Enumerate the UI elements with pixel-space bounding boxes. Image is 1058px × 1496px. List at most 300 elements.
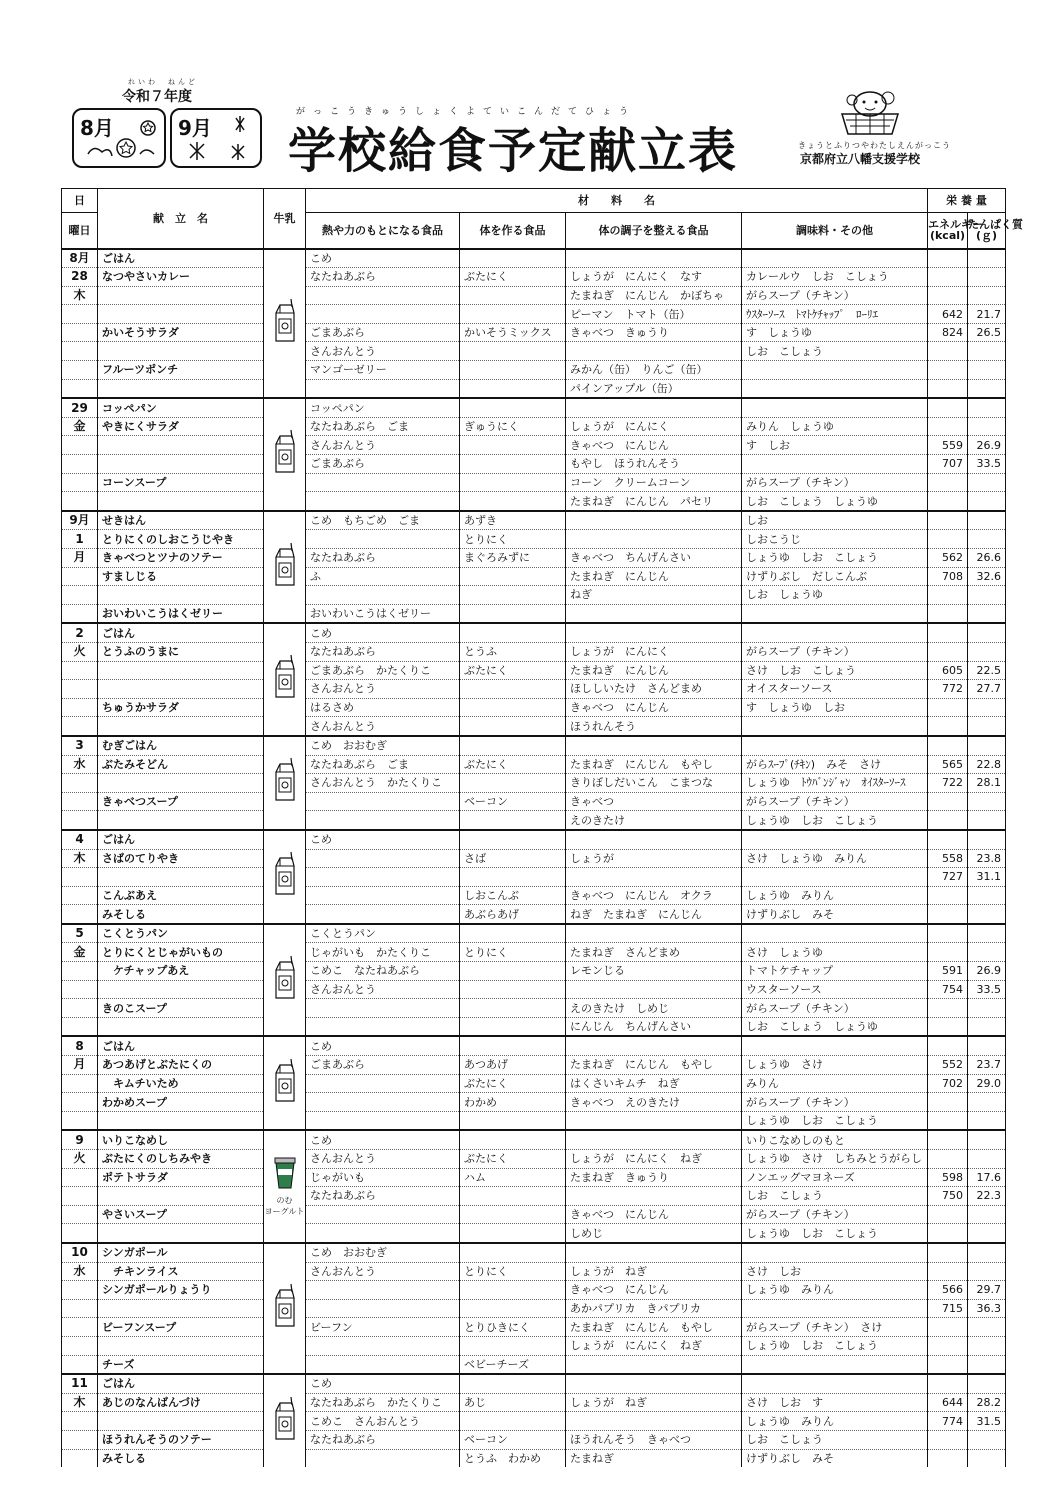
energy-value	[928, 361, 968, 380]
date-cell: 10	[62, 1243, 98, 1262]
seasoning-cell	[742, 830, 928, 849]
body-foods-cell	[460, 868, 566, 887]
dish-name: チキンライス	[98, 1262, 264, 1281]
protein-value	[968, 361, 1006, 380]
table-row	[62, 980, 1006, 999]
seasoning-cell	[742, 736, 928, 755]
date-cell: 8月	[62, 249, 98, 268]
menu-body	[62, 249, 1006, 1468]
dish-name: あつあげとぶたにくの	[98, 1056, 264, 1075]
protein-value: 32.6	[968, 567, 1006, 586]
seasoning-cell: がらスープ（チキン）	[742, 792, 928, 811]
protein-value	[968, 999, 1006, 1018]
regulate-foods-cell	[566, 924, 742, 943]
energy-value: 644	[928, 1393, 968, 1412]
energy-foods-cell: ビーフン	[306, 1318, 460, 1337]
energy-foods-cell: さんおんとう	[306, 1262, 460, 1281]
date-cell	[62, 717, 98, 736]
dish-name	[98, 286, 264, 305]
date-cell	[62, 680, 98, 699]
seasoning-cell: がらｽｰﾌﾟ(ﾁｷﾝ) みそ さけ	[742, 755, 928, 774]
date-cell	[62, 1168, 98, 1187]
protein-value	[968, 1111, 1006, 1130]
regulate-foods-cell: あかパプリカ きパプリカ	[566, 1299, 742, 1318]
date-cell	[62, 1449, 98, 1467]
protein-value	[968, 943, 1006, 962]
body-foods-cell: ぶたにく	[460, 755, 566, 774]
protein-value: 36.3	[968, 1299, 1006, 1318]
energy-foods-cell: コッペパン	[306, 398, 460, 417]
dish-name: みそしる	[98, 1449, 264, 1467]
seasoning-cell: しおこうじ	[742, 530, 928, 549]
protein-value: 22.5	[968, 661, 1006, 680]
energy-foods-cell: さんおんとう	[306, 980, 460, 999]
table-row	[62, 774, 1006, 793]
dish-name: きゃべつとツナのソテー	[98, 549, 264, 568]
table-row	[62, 604, 1006, 623]
table-row	[62, 1205, 1006, 1224]
energy-foods-cell: さんおんとう	[306, 342, 460, 361]
seasoning-cell	[742, 604, 928, 623]
energy-value	[928, 1130, 968, 1149]
seasoning-cell: しお こしょう	[742, 342, 928, 361]
energy-foods-cell: こめ	[306, 1036, 460, 1055]
energy-value	[928, 249, 968, 268]
milk-carton-icon	[271, 956, 299, 1000]
table-row	[62, 905, 1006, 924]
table-row	[62, 642, 1006, 661]
energy-foods-cell: なたねあぶら ごま	[306, 755, 460, 774]
regulate-foods-cell: パインアップル（缶）	[566, 379, 742, 398]
milk-carton-icon	[271, 1059, 299, 1103]
dish-name: あじのなんばんづけ	[98, 1393, 264, 1412]
table-row	[62, 549, 1006, 568]
energy-value	[928, 1449, 968, 1467]
table-row	[62, 623, 1006, 642]
dish-name	[98, 680, 264, 699]
dish-name: ちゅうかサラダ	[98, 698, 264, 717]
table-row	[62, 249, 1006, 268]
seasoning-cell: みりん	[742, 1074, 928, 1093]
energy-value: 566	[928, 1281, 968, 1300]
body-foods-cell	[460, 1017, 566, 1036]
dish-name	[98, 1412, 264, 1431]
protein-value	[968, 586, 1006, 605]
body-foods-cell: ベビーチーズ	[460, 1355, 566, 1374]
table-row	[62, 792, 1006, 811]
energy-foods-cell: なたねあぶら	[306, 642, 460, 661]
date-cell: 木	[62, 1393, 98, 1412]
seasoning-cell	[742, 1374, 928, 1393]
seasoning-cell: がらスープ（チキン） さけ	[742, 1318, 928, 1337]
table-row	[62, 717, 1006, 736]
date-cell	[62, 1093, 98, 1112]
date-cell	[62, 774, 98, 793]
table-row	[62, 886, 1006, 905]
regulate-foods-cell	[566, 249, 742, 268]
protein-value: 29.0	[968, 1074, 1006, 1093]
regulate-foods-cell	[566, 1412, 742, 1431]
body-foods-cell	[460, 1281, 566, 1300]
seasoning-cell: がらスープ（チキン）	[742, 1205, 928, 1224]
protein-value	[968, 417, 1006, 436]
regulate-foods-cell: ねぎ たまねぎ にんじん	[566, 905, 742, 924]
regulate-foods-cell: しょうが ねぎ	[566, 1393, 742, 1412]
regulate-foods-cell: はくさいキムチ ねぎ	[566, 1074, 742, 1093]
body-foods-cell	[460, 698, 566, 717]
table-row	[62, 398, 1006, 417]
body-foods-cell	[460, 249, 566, 268]
header-nutrition: 栄 養 量	[928, 189, 1006, 213]
seasoning-cell	[742, 1299, 928, 1318]
dish-name: フルーツポンチ	[98, 361, 264, 380]
energy-value: 565	[928, 755, 968, 774]
energy-value: 824	[928, 323, 968, 342]
date-cell	[62, 379, 98, 398]
dish-name	[98, 455, 264, 474]
energy-foods-cell	[306, 1281, 460, 1300]
header-regulate-foods: 体の調子を整える食品	[566, 213, 742, 249]
protein-value	[968, 492, 1006, 511]
seasoning-cell: さけ しょうゆ みりん	[742, 849, 928, 868]
regulate-foods-cell	[566, 623, 742, 642]
milk-carton-icon	[271, 1397, 299, 1441]
energy-foods-cell: ごまあぶら	[306, 323, 460, 342]
energy-value	[928, 736, 968, 755]
body-foods-cell	[460, 736, 566, 755]
seasoning-cell: さけ しょうゆ	[742, 943, 928, 962]
energy-value: 562	[928, 549, 968, 568]
date-cell: 8	[62, 1036, 98, 1055]
body-foods-cell	[460, 305, 566, 324]
body-foods-cell	[460, 1205, 566, 1224]
seasoning-cell: しょうゆ しお こしょう	[742, 1336, 928, 1355]
table-row	[62, 1168, 1006, 1187]
date-cell: 水	[62, 1262, 98, 1281]
regulate-foods-cell: しめじ	[566, 1224, 742, 1243]
dish-name: ほうれんそうのソテー	[98, 1430, 264, 1449]
school-name: 京都府立八幡支援学校	[800, 152, 921, 166]
energy-foods-cell: こめ おおむぎ	[306, 1243, 460, 1262]
basket-mascot-icon	[828, 82, 912, 140]
regulate-foods-cell: もやし ほうれんそう	[566, 455, 742, 474]
regulate-foods-cell: ほししいたけ さんどまめ	[566, 680, 742, 699]
energy-value	[928, 1430, 968, 1449]
protein-value: 31.1	[968, 868, 1006, 887]
seasoning-cell	[742, 1355, 928, 1374]
protein-value: 26.9	[968, 436, 1006, 455]
energy-value	[928, 530, 968, 549]
seasoning-cell	[742, 1243, 928, 1262]
energy-value	[928, 924, 968, 943]
seasoning-cell: ノンエッグマヨネーズ	[742, 1168, 928, 1187]
seasoning-cell: がらスープ（チキン）	[742, 642, 928, 661]
energy-value	[928, 1093, 968, 1112]
regulate-foods-cell: きゃべつ にんじん	[566, 1281, 742, 1300]
protein-value	[968, 1205, 1006, 1224]
regulate-foods-cell: たまねぎ にんじん パセリ	[566, 492, 742, 511]
body-foods-cell	[460, 361, 566, 380]
firework-icon	[178, 114, 258, 164]
body-foods-cell	[460, 379, 566, 398]
milk-carton-icon	[271, 1284, 299, 1328]
seasoning-cell: しょうゆ みりん	[742, 886, 928, 905]
dish-name	[98, 492, 264, 511]
protein-value	[968, 511, 1006, 530]
energy-value: 591	[928, 962, 968, 981]
body-foods-cell: とりひきにく	[460, 1318, 566, 1337]
dish-name: ごはん	[98, 1036, 264, 1055]
date-cell: 火	[62, 1150, 98, 1169]
regulate-foods-cell: にんじん ちんげんさい	[566, 1017, 742, 1036]
regulate-foods-cell: ほうれんそう	[566, 717, 742, 736]
date-cell	[62, 567, 98, 586]
energy-foods-cell	[306, 1299, 460, 1318]
protein-value: 26.6	[968, 549, 1006, 568]
header-day: 日	[62, 189, 98, 213]
energy-foods-cell: ごまあぶら	[306, 455, 460, 474]
table-row	[62, 1243, 1006, 1262]
body-foods-cell	[460, 492, 566, 511]
dish-name	[98, 980, 264, 999]
table-row	[62, 1318, 1006, 1337]
protein-value	[968, 1243, 1006, 1262]
regulate-foods-cell: ねぎ	[566, 586, 742, 605]
protein-value: 27.7	[968, 680, 1006, 699]
seasoning-cell: す しょうゆ	[742, 323, 928, 342]
regulate-foods-cell	[566, 980, 742, 999]
energy-foods-cell	[306, 792, 460, 811]
energy-foods-cell	[306, 586, 460, 605]
energy-value	[928, 905, 968, 924]
energy-value	[928, 1150, 968, 1169]
date-cell	[62, 811, 98, 830]
protein-value: 28.1	[968, 774, 1006, 793]
regulate-foods-cell: たまねぎ	[566, 1449, 742, 1467]
protein-value	[968, 1036, 1006, 1055]
date-cell	[62, 1318, 98, 1337]
milk-cell	[264, 623, 306, 736]
seasoning-cell	[742, 924, 928, 943]
energy-value	[928, 268, 968, 287]
energy-foods-cell: なたねあぶら	[306, 268, 460, 287]
seasoning-cell: がらスープ（チキン）	[742, 999, 928, 1018]
energy-value	[928, 811, 968, 830]
body-foods-cell: かいそうミックス	[460, 323, 566, 342]
header-protein-unit: たんぱく質 (ｇ)	[968, 213, 1006, 249]
dish-name: とうふのうまに	[98, 642, 264, 661]
milk-cell	[264, 511, 306, 624]
regulate-foods-cell	[566, 604, 742, 623]
table-row	[62, 473, 1006, 492]
table-row	[62, 661, 1006, 680]
date-cell	[62, 886, 98, 905]
energy-value	[928, 886, 968, 905]
body-foods-cell: とうふ	[460, 642, 566, 661]
seasoning-cell	[742, 868, 928, 887]
dish-name: コッペパン	[98, 398, 264, 417]
table-row	[62, 755, 1006, 774]
seasoning-cell: しょうゆ しお こしょう	[742, 1224, 928, 1243]
regulate-foods-cell	[566, 398, 742, 417]
table-row	[62, 1281, 1006, 1300]
body-foods-cell	[460, 586, 566, 605]
dish-name: こくとうパン	[98, 924, 264, 943]
seasoning-cell: ｳｽﾀｰｿｰｽ ﾄﾏﾄｹﾁｬｯﾌﾟ ﾛｰﾘｴ	[742, 305, 928, 324]
date-cell: 月	[62, 549, 98, 568]
dish-name: いりこなめし	[98, 1130, 264, 1149]
seasoning-cell: カレールウ しお こしょう	[742, 268, 928, 287]
date-cell	[62, 1111, 98, 1130]
protein-value: 33.5	[968, 455, 1006, 474]
energy-foods-cell	[306, 1336, 460, 1355]
energy-value	[928, 286, 968, 305]
body-foods-cell	[460, 436, 566, 455]
regulate-foods-cell	[566, 1111, 742, 1130]
table-row	[62, 811, 1006, 830]
dish-name: ごはん	[98, 1374, 264, 1393]
date-cell	[62, 1412, 98, 1431]
dish-name: ごはん	[98, 249, 264, 268]
date-cell: 4	[62, 830, 98, 849]
energy-value: 708	[928, 567, 968, 586]
body-foods-cell: とりにく	[460, 943, 566, 962]
seasoning-cell: しお	[742, 511, 928, 530]
regulate-foods-cell: きゃべつ にんじん オクラ	[566, 886, 742, 905]
body-foods-cell	[460, 342, 566, 361]
dish-name: やさいスープ	[98, 1205, 264, 1224]
energy-value	[928, 379, 968, 398]
date-cell: 28	[62, 268, 98, 287]
body-foods-cell	[460, 1336, 566, 1355]
energy-value	[928, 1036, 968, 1055]
energy-foods-cell: こめこ なたねあぶら	[306, 962, 460, 981]
date-cell	[62, 305, 98, 324]
energy-foods-cell: こめ	[306, 623, 460, 642]
flower-icon	[82, 114, 162, 164]
body-foods-cell	[460, 455, 566, 474]
header-weekday: 曜日	[62, 213, 98, 249]
milk-cell	[264, 830, 306, 924]
dish-name: チーズ	[98, 1355, 264, 1374]
seasoning-cell: みりん しょうゆ	[742, 417, 928, 436]
regulate-foods-cell: しょうが ねぎ	[566, 1262, 742, 1281]
energy-value: 559	[928, 436, 968, 455]
energy-value	[928, 717, 968, 736]
body-foods-cell	[460, 717, 566, 736]
dish-name: きのこスープ	[98, 999, 264, 1018]
body-foods-cell: わかめ	[460, 1093, 566, 1112]
protein-value	[968, 1374, 1006, 1393]
energy-value	[928, 1355, 968, 1374]
date-cell	[62, 323, 98, 342]
regulate-foods-cell: たまねぎ にんじん かぼちゃ	[566, 286, 742, 305]
regulate-foods-cell: しょうが	[566, 849, 742, 868]
seasoning-cell: しょうゆ しお こしょう	[742, 811, 928, 830]
protein-value	[968, 1430, 1006, 1449]
energy-foods-cell	[306, 868, 460, 887]
protein-value	[968, 924, 1006, 943]
milk-cell	[264, 398, 306, 511]
table-row	[62, 1074, 1006, 1093]
protein-value	[968, 736, 1006, 755]
protein-value	[968, 1150, 1006, 1169]
dish-name	[98, 1187, 264, 1206]
table-row	[62, 379, 1006, 398]
dish-name	[98, 1224, 264, 1243]
date-cell	[62, 698, 98, 717]
regulate-foods-cell: コーン クリームコーン	[566, 473, 742, 492]
table-row	[62, 1449, 1006, 1467]
date-cell	[62, 1355, 98, 1374]
protein-value	[968, 1449, 1006, 1467]
protein-value	[968, 342, 1006, 361]
body-foods-cell: しおこんぶ	[460, 886, 566, 905]
body-foods-cell: まぐろみずに	[460, 549, 566, 568]
date-cell: 木	[62, 286, 98, 305]
seasoning-cell: しょうゆ さけ しちみとうがらし	[742, 1150, 928, 1169]
energy-foods-cell	[306, 305, 460, 324]
table-row	[62, 1355, 1006, 1374]
dish-name	[98, 1299, 264, 1318]
protein-value	[968, 623, 1006, 642]
body-foods-cell	[460, 1130, 566, 1149]
date-cell	[62, 962, 98, 981]
protein-value: 33.5	[968, 980, 1006, 999]
energy-foods-cell: ふ	[306, 567, 460, 586]
regulate-foods-cell	[566, 830, 742, 849]
body-foods-cell: ぶたにく	[460, 1150, 566, 1169]
energy-value: 605	[928, 661, 968, 680]
energy-value: 722	[928, 774, 968, 793]
energy-foods-cell: こめ おおむぎ	[306, 736, 460, 755]
protein-value	[968, 1355, 1006, 1374]
energy-value	[928, 1243, 968, 1262]
table-row	[62, 1093, 1006, 1112]
seasoning-cell: さけ しお	[742, 1262, 928, 1281]
body-foods-cell	[460, 604, 566, 623]
dish-name: キムチいため	[98, 1074, 264, 1093]
body-foods-cell	[460, 1243, 566, 1262]
milk-carton-icon	[271, 852, 299, 896]
body-foods-cell: とうふ わかめ	[460, 1449, 566, 1467]
page-title: 学校給食予定献立表	[288, 123, 739, 179]
date-cell: 3	[62, 736, 98, 755]
table-row	[62, 305, 1006, 324]
protein-value: 26.9	[968, 962, 1006, 981]
date-cell	[62, 1299, 98, 1318]
energy-value	[928, 1262, 968, 1281]
dish-name	[98, 1017, 264, 1036]
energy-foods-cell	[306, 530, 460, 549]
dish-name	[98, 717, 264, 736]
regulate-foods-cell: しょうが にんにく なす	[566, 268, 742, 287]
dish-name: なつやさいカレー	[98, 268, 264, 287]
body-foods-cell: ぶたにく	[460, 661, 566, 680]
protein-value: 31.5	[968, 1412, 1006, 1431]
energy-foods-cell: おいわいこうはくゼリー	[306, 604, 460, 623]
seasoning-cell	[742, 455, 928, 474]
regulate-foods-cell: しょうが にんにく	[566, 642, 742, 661]
regulate-foods-cell	[566, 530, 742, 549]
era-label: 令和７年度	[122, 89, 192, 105]
milk-cell	[264, 1036, 306, 1130]
energy-value: 552	[928, 1056, 968, 1075]
protein-value	[968, 811, 1006, 830]
school-ruby: きょうとふりつやわたしえんがっこう	[798, 141, 951, 150]
energy-value	[928, 473, 968, 492]
seasoning-cell: しお しょうゆ	[742, 586, 928, 605]
